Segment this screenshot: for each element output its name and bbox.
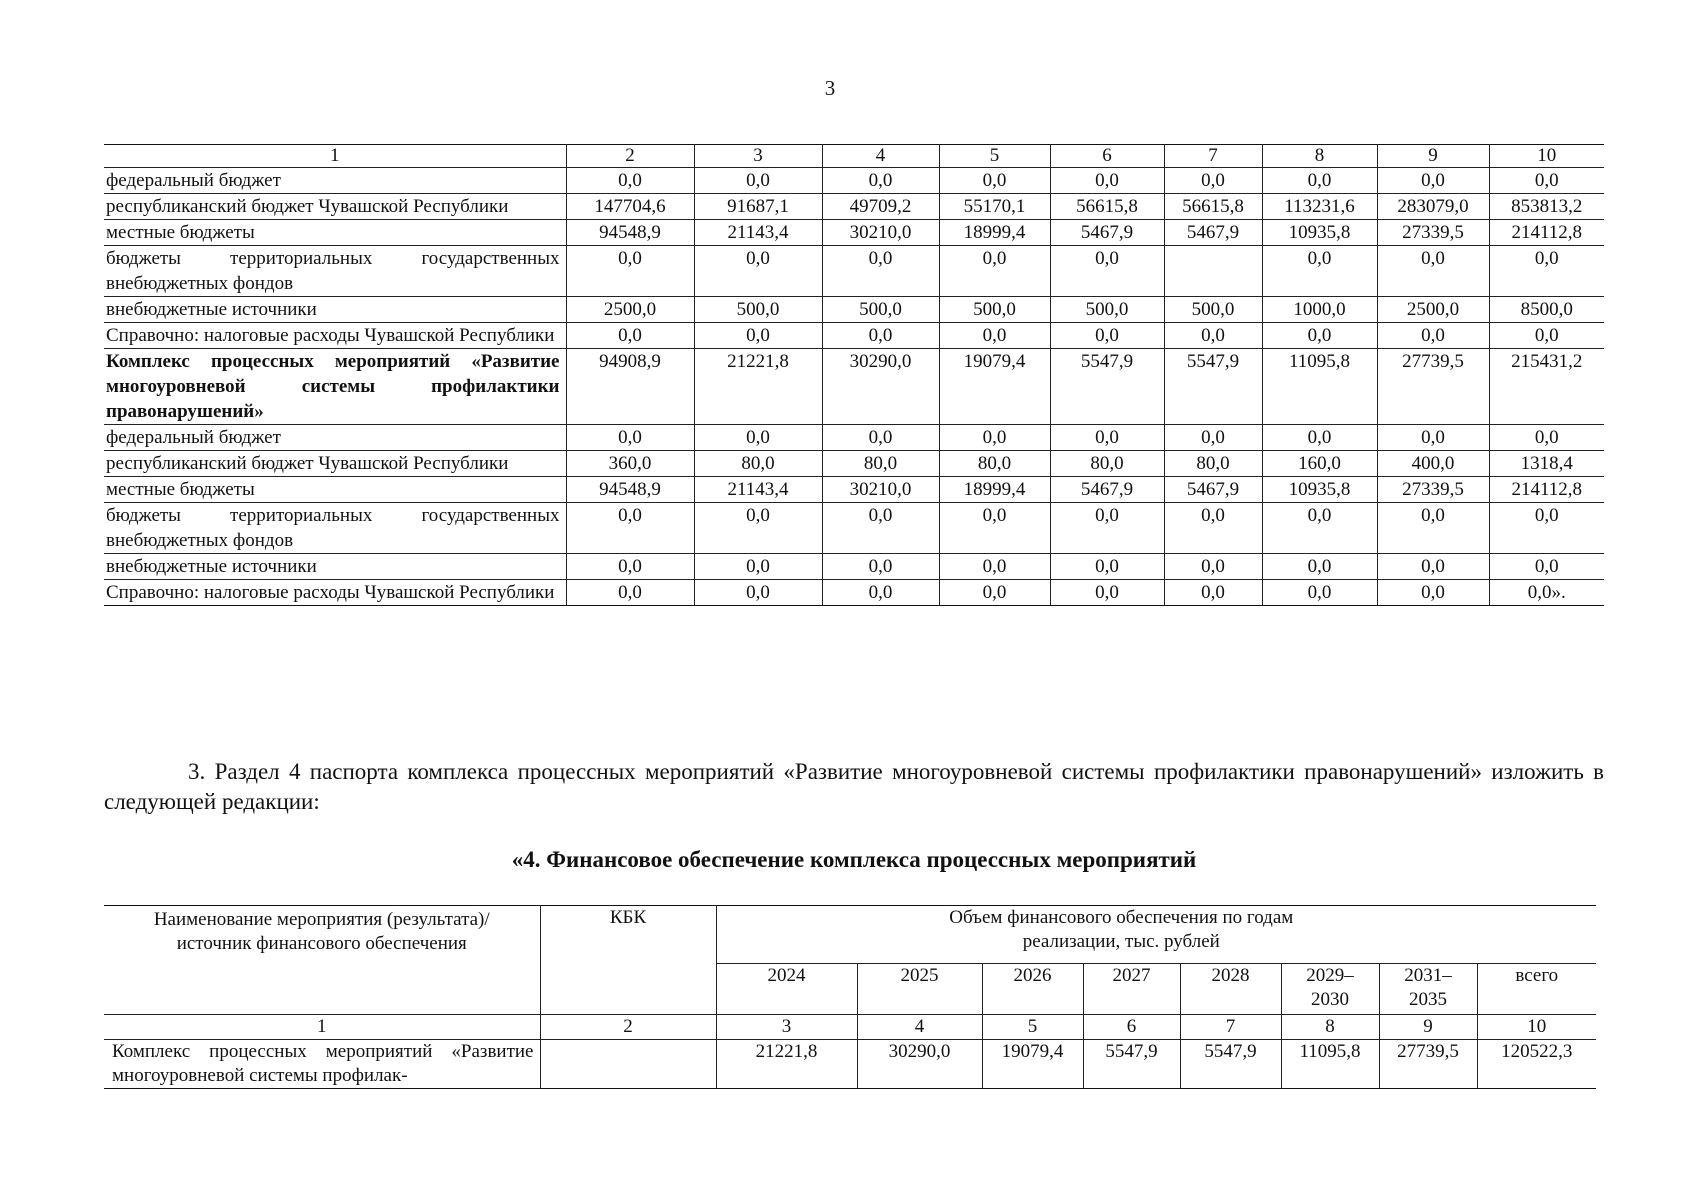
value-cell: 0,0: [1377, 580, 1489, 606]
value-cell: 0,0: [694, 246, 822, 297]
value-cell: 400,0: [1377, 451, 1489, 477]
row-label: республиканский бюджет Чувашской Республики: [104, 451, 566, 477]
name-source-header: Наименование мероприятия (результата)/ источник финансового обеспечения: [104, 906, 540, 1015]
table-row: [104, 220, 1604, 246]
amendment-paragraph: 3. Раздел 4 паспорта комплекса процессных мероприятий «Развитие многоуровневой системы профилактики правонарушений» изложить в следующей редакции:: [104, 759, 1604, 814]
value-cell: 0,0: [1377, 168, 1489, 194]
value-cell: 1318,4: [1489, 451, 1604, 477]
value-cell: 0,0: [1164, 323, 1262, 349]
value-cell: 0,0: [566, 580, 694, 606]
value-cell: 500,0: [1050, 297, 1164, 323]
year-header: 2029–2030: [1281, 964, 1379, 1015]
value-cell: 0,0: [566, 554, 694, 580]
year-header: 2026: [982, 964, 1083, 1015]
column-number-header: 1: [104, 145, 566, 168]
column-number-header: 3: [716, 1015, 857, 1040]
value-cell: 0,0: [1262, 168, 1377, 194]
row-label: внебюджетные источники: [104, 554, 566, 580]
value-cell: 27339,5: [1377, 220, 1489, 246]
value-cell: 91687,1: [694, 194, 822, 220]
row-label: Справочно: налоговые расходы Чувашской Республики: [104, 323, 566, 349]
value-cell: 0,0: [1164, 503, 1262, 554]
year-header: всего: [1477, 964, 1596, 1015]
value-cell: 5547,9: [1180, 1040, 1281, 1089]
funding-table-continued: [104, 144, 1604, 606]
value-cell: 80,0: [1164, 451, 1262, 477]
value-cell: [1164, 246, 1262, 297]
value-cell: 8500,0: [1489, 297, 1604, 323]
value-cell: 94548,9: [566, 220, 694, 246]
value-cell: 0,0: [822, 323, 939, 349]
value-cell: 21221,8: [716, 1040, 857, 1089]
value-cell: 0,0: [822, 246, 939, 297]
row-label: республиканский бюджет Чувашской Республики: [104, 194, 566, 220]
value-cell: 21143,4: [694, 477, 822, 503]
value-cell: 160,0: [1262, 451, 1377, 477]
column-number-header: 7: [1164, 145, 1262, 168]
value-cell: 0,0: [822, 425, 939, 451]
value-cell: 0,0».: [1489, 580, 1604, 606]
value-cell: 5547,9: [1164, 349, 1262, 425]
value-cell: 2500,0: [566, 297, 694, 323]
value-cell: 500,0: [1164, 297, 1262, 323]
year-header: 2027: [1083, 964, 1180, 1015]
value-cell: 0,0: [822, 580, 939, 606]
column-number-header: 10: [1477, 1015, 1596, 1040]
value-cell: 11095,8: [1281, 1040, 1379, 1089]
year-header: 2024: [716, 964, 857, 1015]
value-cell: 0,0: [1489, 246, 1604, 297]
value-cell: 0,0: [1050, 580, 1164, 606]
column-number-header: 8: [1262, 145, 1377, 168]
value-cell: 56615,8: [1050, 194, 1164, 220]
value-cell: 0,0: [822, 168, 939, 194]
value-cell: 0,0: [1489, 503, 1604, 554]
column-number-header: 3: [694, 145, 822, 168]
value-cell: 0,0: [1164, 580, 1262, 606]
table-row: [104, 194, 1604, 220]
value-cell: 18999,4: [939, 220, 1050, 246]
column-number-header: 1: [104, 1015, 540, 1040]
value-cell: 0,0: [822, 503, 939, 554]
value-cell: 0,0: [1377, 554, 1489, 580]
value-cell: 0,0: [1489, 323, 1604, 349]
row-label: местные бюджеты: [104, 477, 566, 503]
table-row: [104, 503, 1604, 554]
kbk-header: КБК: [540, 906, 716, 1015]
row-label: бюджеты территориальных государственных внебюджетных фондов: [104, 503, 566, 554]
value-cell: 5547,9: [1050, 349, 1164, 425]
value-cell: 0,0: [939, 580, 1050, 606]
value-cell: 0,0: [1164, 425, 1262, 451]
table-row: [104, 246, 1604, 297]
value-cell: 0,0: [1489, 168, 1604, 194]
value-cell: 0,0: [939, 246, 1050, 297]
value-cell: 0,0: [566, 323, 694, 349]
column-number-header: 4: [822, 145, 939, 168]
value-cell: 80,0: [694, 451, 822, 477]
table-row: [104, 580, 1604, 606]
value-cell: 30210,0: [822, 220, 939, 246]
funding-volume-header: Объем финансового обеспечения по годам реализации, тыс. рублей: [716, 906, 1596, 964]
column-number-header: 9: [1377, 145, 1489, 168]
value-cell: 0,0: [566, 503, 694, 554]
value-cell: 0,0: [822, 554, 939, 580]
value-cell: 0,0: [1050, 425, 1164, 451]
value-cell: 215431,2: [1489, 349, 1604, 425]
value-cell: 27739,5: [1377, 349, 1489, 425]
value-cell: 0,0: [1164, 168, 1262, 194]
value-cell: 0,0: [566, 246, 694, 297]
value-cell: 214112,8: [1489, 220, 1604, 246]
value-cell: 0,0: [566, 168, 694, 194]
column-number-header: 9: [1379, 1015, 1477, 1040]
value-cell: 10935,8: [1262, 220, 1377, 246]
value-cell: 30290,0: [822, 349, 939, 425]
value-cell: 0,0: [1377, 323, 1489, 349]
value-cell: 0,0: [939, 425, 1050, 451]
value-cell: 0,0: [1262, 246, 1377, 297]
value-cell: 0,0: [694, 323, 822, 349]
table-row: [104, 1040, 1596, 1089]
value-cell: 147704,6: [566, 194, 694, 220]
value-cell: 0,0: [1377, 503, 1489, 554]
column-number-header: 7: [1180, 1015, 1281, 1040]
value-cell: 80,0: [939, 451, 1050, 477]
value-cell: 5467,9: [1050, 220, 1164, 246]
value-cell: 0,0: [566, 425, 694, 451]
value-cell: 80,0: [1050, 451, 1164, 477]
column-number-header: 6: [1083, 1015, 1180, 1040]
column-number-header: 2: [540, 1015, 716, 1040]
value-cell: 0,0: [1262, 580, 1377, 606]
column-number-header: 6: [1050, 145, 1164, 168]
value-cell: 0,0: [694, 168, 822, 194]
column-number-header: 10: [1489, 145, 1604, 168]
value-cell: 80,0: [822, 451, 939, 477]
value-cell: 500,0: [939, 297, 1050, 323]
value-cell: 500,0: [694, 297, 822, 323]
row-label: Справочно: налоговые расходы Чувашской Республики: [104, 580, 566, 606]
value-cell: 120522,3: [1477, 1040, 1596, 1089]
value-cell: 0,0: [1377, 246, 1489, 297]
value-cell: 853813,2: [1489, 194, 1604, 220]
value-cell: 5467,9: [1164, 220, 1262, 246]
table-row: [104, 477, 1604, 503]
value-cell: 0,0: [694, 580, 822, 606]
value-cell: 27739,5: [1379, 1040, 1477, 1089]
row-label: федеральный бюджет: [104, 168, 566, 194]
row-label: Комплекс процессных мероприятий «Развитие многоуровневой системы профилак-: [104, 1040, 540, 1089]
table-row: [104, 554, 1604, 580]
value-cell: 21221,8: [694, 349, 822, 425]
value-cell: 500,0: [822, 297, 939, 323]
row-label: внебюджетные источники: [104, 297, 566, 323]
year-header: 2028: [1180, 964, 1281, 1015]
page-number: 3: [824, 76, 836, 100]
value-cell: 0,0: [1050, 168, 1164, 194]
value-cell: 0,0: [1050, 323, 1164, 349]
column-number-header: 5: [982, 1015, 1083, 1040]
value-cell: 94908,9: [566, 349, 694, 425]
value-cell: 30290,0: [857, 1040, 982, 1089]
value-cell: 49709,2: [822, 194, 939, 220]
value-cell: 214112,8: [1489, 477, 1604, 503]
table-row: [104, 349, 1604, 425]
value-cell: 283079,0: [1377, 194, 1489, 220]
value-cell: 0,0: [1489, 425, 1604, 451]
value-cell: 55170,1: [939, 194, 1050, 220]
row-label: Комплекс процессных мероприятий «Развитие многоуровневой системы профилактики правонарушений»: [104, 349, 566, 425]
value-cell: 0,0: [694, 425, 822, 451]
value-cell: 18999,4: [939, 477, 1050, 503]
value-cell: 0,0: [1262, 503, 1377, 554]
value-cell: 19079,4: [939, 349, 1050, 425]
value-cell: 0,0: [1050, 246, 1164, 297]
value-cell: 0,0: [939, 323, 1050, 349]
value-cell: 0,0: [694, 554, 822, 580]
value-cell: 0,0: [1489, 554, 1604, 580]
row-label: федеральный бюджет: [104, 425, 566, 451]
value-cell: 2500,0: [1377, 297, 1489, 323]
value-cell: 0,0: [1262, 554, 1377, 580]
value-cell: 360,0: [566, 451, 694, 477]
table-row: [104, 451, 1604, 477]
value-cell: 5547,9: [1083, 1040, 1180, 1089]
value-cell: 21143,4: [694, 220, 822, 246]
value-cell: 0,0: [939, 503, 1050, 554]
value-cell: 56615,8: [1164, 194, 1262, 220]
value-cell: 0,0: [1164, 554, 1262, 580]
value-cell: 0,0: [1377, 425, 1489, 451]
value-cell: 0,0: [1262, 323, 1377, 349]
value-cell: 0,0: [939, 554, 1050, 580]
value-cell: 0,0: [694, 503, 822, 554]
year-header: 2025: [857, 964, 982, 1015]
table-row: [104, 168, 1604, 194]
table-row: [104, 323, 1604, 349]
value-cell: 0,0: [1262, 425, 1377, 451]
value-cell: 0,0: [1050, 503, 1164, 554]
row-label: местные бюджеты: [104, 220, 566, 246]
kbk-cell: [540, 1040, 716, 1089]
value-cell: 11095,8: [1262, 349, 1377, 425]
value-cell: 113231,6: [1262, 194, 1377, 220]
value-cell: 0,0: [939, 168, 1050, 194]
value-cell: 30210,0: [822, 477, 939, 503]
value-cell: 19079,4: [982, 1040, 1083, 1089]
value-cell: 5467,9: [1164, 477, 1262, 503]
value-cell: 10935,8: [1262, 477, 1377, 503]
column-number-header: 2: [566, 145, 694, 168]
row-label: бюджеты территориальных государственных внебюджетных фондов: [104, 246, 566, 297]
value-cell: 27339,5: [1377, 477, 1489, 503]
column-number-header: 4: [857, 1015, 982, 1040]
value-cell: 1000,0: [1262, 297, 1377, 323]
column-number-header: 5: [939, 145, 1050, 168]
value-cell: 0,0: [1050, 554, 1164, 580]
value-cell: 5467,9: [1050, 477, 1164, 503]
table-row: [104, 425, 1604, 451]
column-number-header: 8: [1281, 1015, 1379, 1040]
table-row: [104, 297, 1604, 323]
financial-support-table: [104, 905, 1596, 1089]
year-header: 2031–2035: [1379, 964, 1477, 1015]
section-title: «4. Финансовое обеспечение комплекса процессных мероприятий: [511, 847, 1197, 872]
value-cell: 94548,9: [566, 477, 694, 503]
